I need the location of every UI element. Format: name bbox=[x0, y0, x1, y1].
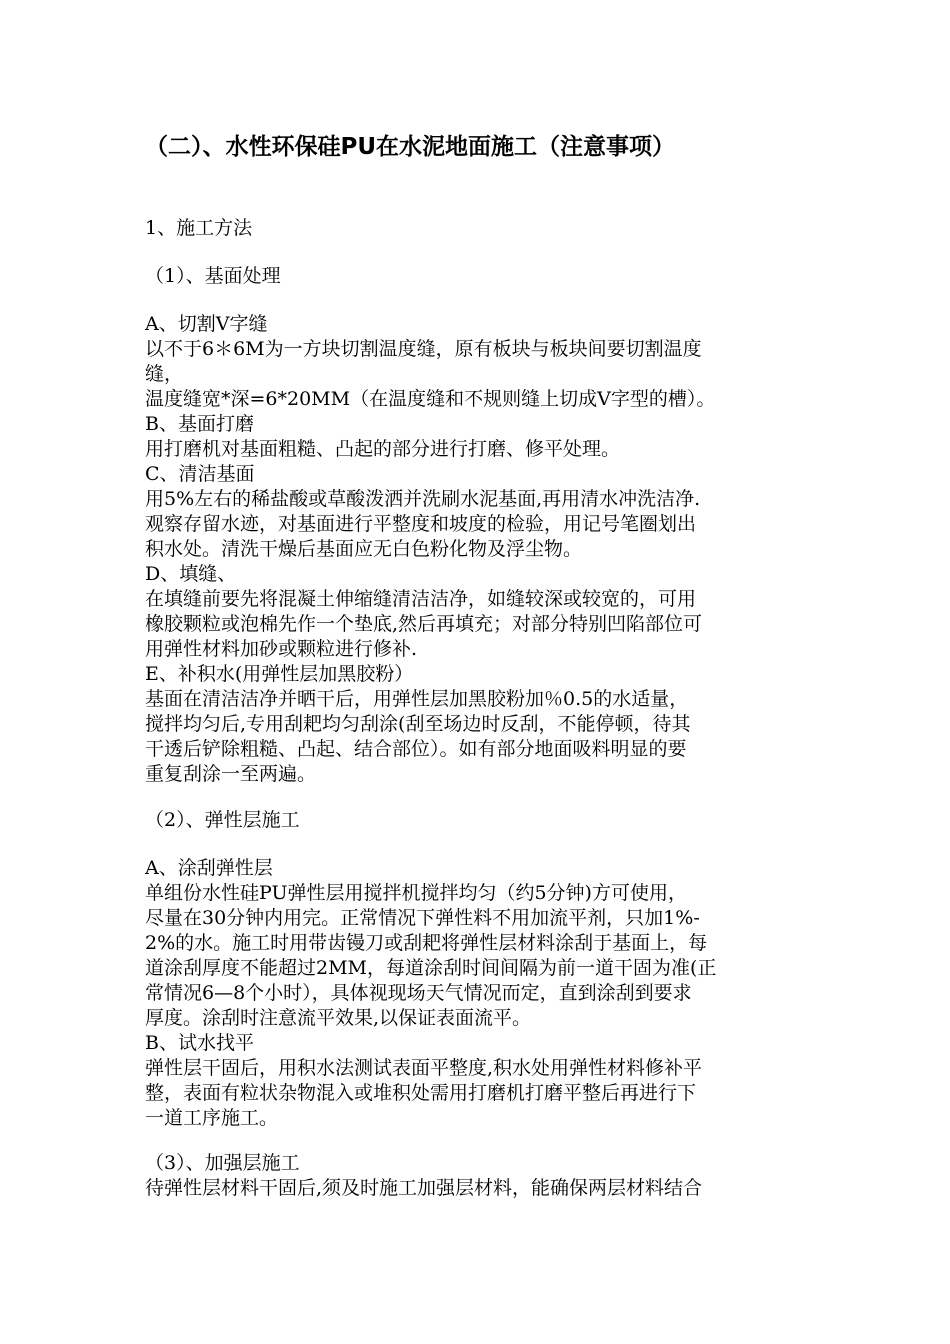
paragraph-line: 积水处。清洗干燥后基面应无白色粉化物及浮尘物。 bbox=[145, 538, 583, 560]
subsection-1-heading: （1）、基面处理 bbox=[145, 265, 281, 287]
subsection-2-body bbox=[145, 856, 810, 1131]
paragraph-line: 在填缝前要先将混凝土伸缩缝清洁洁净，如缝较深或较宽的，可用 bbox=[145, 588, 697, 610]
section-1-heading: 1、施工方法 bbox=[145, 217, 253, 239]
paragraph-line: 待弹性层材料干固后,须及时施工加强层材料，能确保两层材料结合 bbox=[145, 1177, 703, 1199]
paragraph-line: 道涂刮厚度不能超过2MM，每道涂刮时间间隔为前一道干固为准(正 bbox=[145, 957, 717, 979]
paragraph-line: A、切割V字缝 bbox=[145, 313, 268, 335]
paragraph-line: 整，表面有粒状杂物混入或堆积处需用打磨机打磨平整后再进行下 bbox=[145, 1082, 697, 1104]
paragraph-line: 用弹性材料加砂或颗粒进行修补. bbox=[145, 638, 418, 660]
paragraph-line: 一道工序施工。 bbox=[145, 1107, 279, 1129]
paragraph-line: 弹性层干固后，用积水法测试表面平整度,积水处用弹性材料修补平 bbox=[145, 1057, 703, 1079]
paragraph-line: 观察存留水迹，对基面进行平整度和坡度的检验，用记号笔圈划出 bbox=[145, 513, 697, 535]
paragraph-line: C、清洁基面 bbox=[145, 463, 255, 485]
paragraph-line: A、涂刮弹性层 bbox=[145, 857, 273, 879]
paragraph-line: 缝， bbox=[145, 363, 184, 385]
paragraph-line: 基面在清洁洁净并晒干后，用弹性层加黑胶粉加％0.5的水适量， bbox=[145, 688, 689, 710]
paragraph-line: 用打磨机对基面粗糙、凸起的部分进行打磨、修平处理。 bbox=[145, 438, 621, 460]
paragraph-line: 以不于6＊6M为一方块切割温度缝，原有板块与板块间要切割温度 bbox=[145, 338, 702, 360]
subsection-2-heading: （2）、弹性层施工 bbox=[145, 809, 300, 831]
paragraph-line: 用5%左右的稀盐酸或草酸泼洒并洗刷水泥基面,再用清水冲洗洁净. bbox=[145, 488, 701, 510]
paragraph-line: B、试水找平 bbox=[145, 1032, 254, 1054]
paragraph-line: D、填缝、 bbox=[145, 563, 237, 585]
subsection-3-body bbox=[145, 1176, 810, 1201]
document-title: （二）、水性环保硅PU在水泥地面施工（注意事项） bbox=[145, 134, 676, 160]
paragraph-line: E、补积水(用弹性层加黑胶粉） bbox=[145, 663, 414, 685]
paragraph-line: 2%的水。施工时用带齿镘刀或刮耙将弹性层材料涂刮于基面上，每 bbox=[145, 932, 708, 954]
paragraph-line: 尽量在30分钟内用完。正常情况下弹性料不用加流平剂，只加1%- bbox=[145, 907, 700, 929]
paragraph-line: 厚度。涂刮时注意流平效果,以保证表面流平。 bbox=[145, 1007, 532, 1029]
paragraph-line: 搅拌均匀后,专用刮耙均匀刮涂(刮至场边时反刮，不能停顿，待其 bbox=[145, 713, 691, 735]
paragraph-line: B、基面打磨 bbox=[145, 413, 254, 435]
paragraph-line: 单组份水性硅PU弹性层用搅拌机搅拌均匀（约5分钟)方可使用， bbox=[145, 882, 687, 904]
paragraph-line: 重复刮涂一至两遍。 bbox=[145, 763, 317, 785]
subsection-1-body bbox=[145, 312, 810, 787]
paragraph-line: 常情况6—8个小时），具体视现场天气情况而定，直到涂刮到要求 bbox=[145, 982, 692, 1004]
subsection-3-heading: （3）、加强层施工 bbox=[145, 1152, 300, 1174]
paragraph-line: 干透后铲除粗糙、凸起、结合部位）。如有部分地面吸料明显的要 bbox=[145, 738, 687, 760]
paragraph-line: 温度缝宽*深=6*20MM（在温度缝和不规则缝上切成V字型的槽）。 bbox=[145, 388, 716, 410]
paragraph-line: 橡胶颗粒或泡棉先作一个垫底,然后再填充；对部分特别凹陷部位可 bbox=[145, 613, 703, 635]
